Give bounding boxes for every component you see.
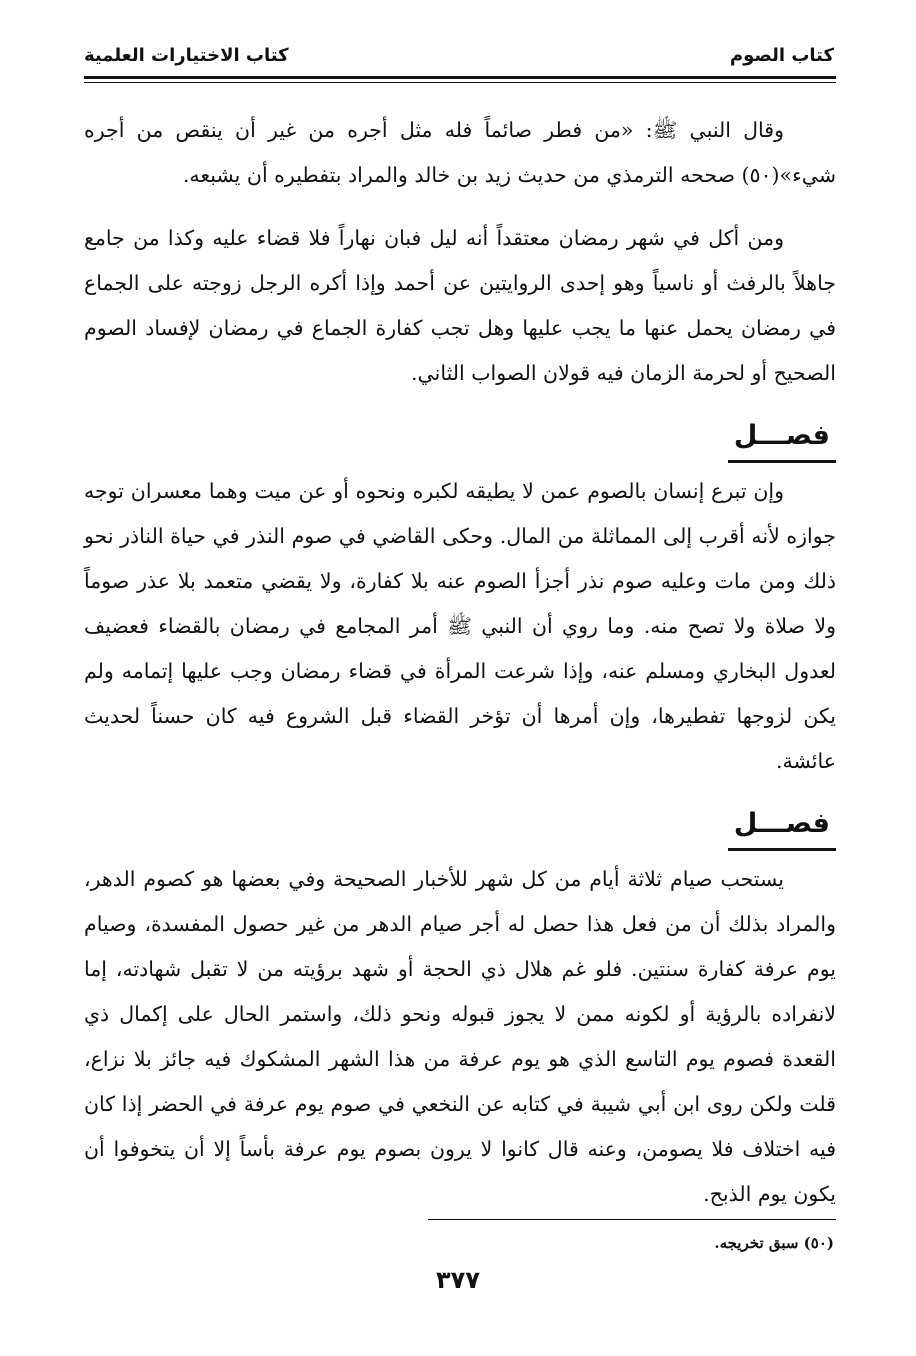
section-heading-2 [84, 804, 836, 851]
paragraph-4: يستحب صيام ثلاثة أيام من كل شهر للأخبار الصحيحة وفي بعضها هو كصوم الدهر، والمراد بذلك أن من فعل هذا حصل له أجر صيام الدهر من غير حصول المفسدة، وصيام يوم عرفة كفارة سنتين. فلو غم هلال ذي الحجة أو شهد برؤيته من لا تقبل شهادته، إما لانفراده بالرؤية أو لكونه ممن لا يجوز قبوله ونحو ذلك، واستمر الحال على إكمال ذي القعدة فصوم يوم التاسع الذي هو يوم عرفة من هذا الشهر المشكوك فيه جائز بلا نزاع، قلت ولكن روى ابن أبي شيبة في كتابه عن النخعي في صوم يوم عرفة في الحضر إذا كان فيه اختلاف فلا يصومن، وعنه قال كانوا لا يرون بصوم يوم عرفة بأساً إلا أن يتخوفوا أن يكون يوم الذبح. [84, 867, 836, 1206]
header-chapter-title: كتاب الصوم [729, 44, 834, 66]
running-header [84, 38, 834, 72]
header-book-title: كتاب الاختيارات العلمية [84, 44, 289, 66]
page-number: ٣٧٧ [436, 1266, 480, 1294]
paragraph-1: وقال النبي ﷺ: «من فطر صائماً فله مثل أجره من غير أن ينقص من أجره شيء»(٥٠) صححه الترمذي من حديث زيد بن خالد والمراد بتفطيره أن يشبعه. [84, 118, 836, 187]
body-text [84, 108, 836, 1217]
header-rule-thick [84, 76, 836, 79]
header-rule-thin [84, 82, 836, 83]
footnote: (٥٠) سبق تخريجه. [714, 1234, 834, 1252]
footnote-rule [428, 1219, 836, 1220]
section-heading-1-text: فصـــل [728, 416, 836, 463]
section-heading-1 [84, 416, 836, 463]
paragraph-2: ومن أكل في شهر رمضان معتقداً أنه ليل فبان نهاراً فلا قضاء عليه وكذا من جامع جاهلاً بالرفث أو ناسياً وهو إحدى الروايتين عن أحمد وإذا أكره الرجل زوجته على الجماع في رمضان يحمل عنها ما يجب عليها وهل تجب كفارة الجماع في رمضان لإفساد الصوم الصحيح أو لحرمة الزمان فيه قولان الصواب الثاني. [84, 226, 836, 385]
section-heading-2-text: فصـــل [728, 804, 836, 851]
paragraph-3: وإن تبرع إنسان بالصوم عمن لا يطيقه لكبره ونحوه أو عن ميت وهما معسران توجه جوازه لأنه أقرب إلى المماثلة من المال. وحكى القاضي في صوم النذر في حياة الناذر نحو ذلك ومن مات وعليه صوم نذر أجزأ الصوم عنه بلا كفارة، ولا يقضي متعمد بلا عذر صوماً ولا صلاة ولا تصح منه. وما روي أن النبي ﷺ أمر المجامع في رمضان بالقضاء فعضيف لعدول البخاري ومسلم عنه، وإذا شرعت المرأة في قضاء رمضان وجب عليها إتمامه ولم يكن لزوجها تفطيرها، وإن أمرها أن تؤخر القضاء قبل الشروع فيه كان حسناً لحديث عائشة. [84, 479, 836, 773]
